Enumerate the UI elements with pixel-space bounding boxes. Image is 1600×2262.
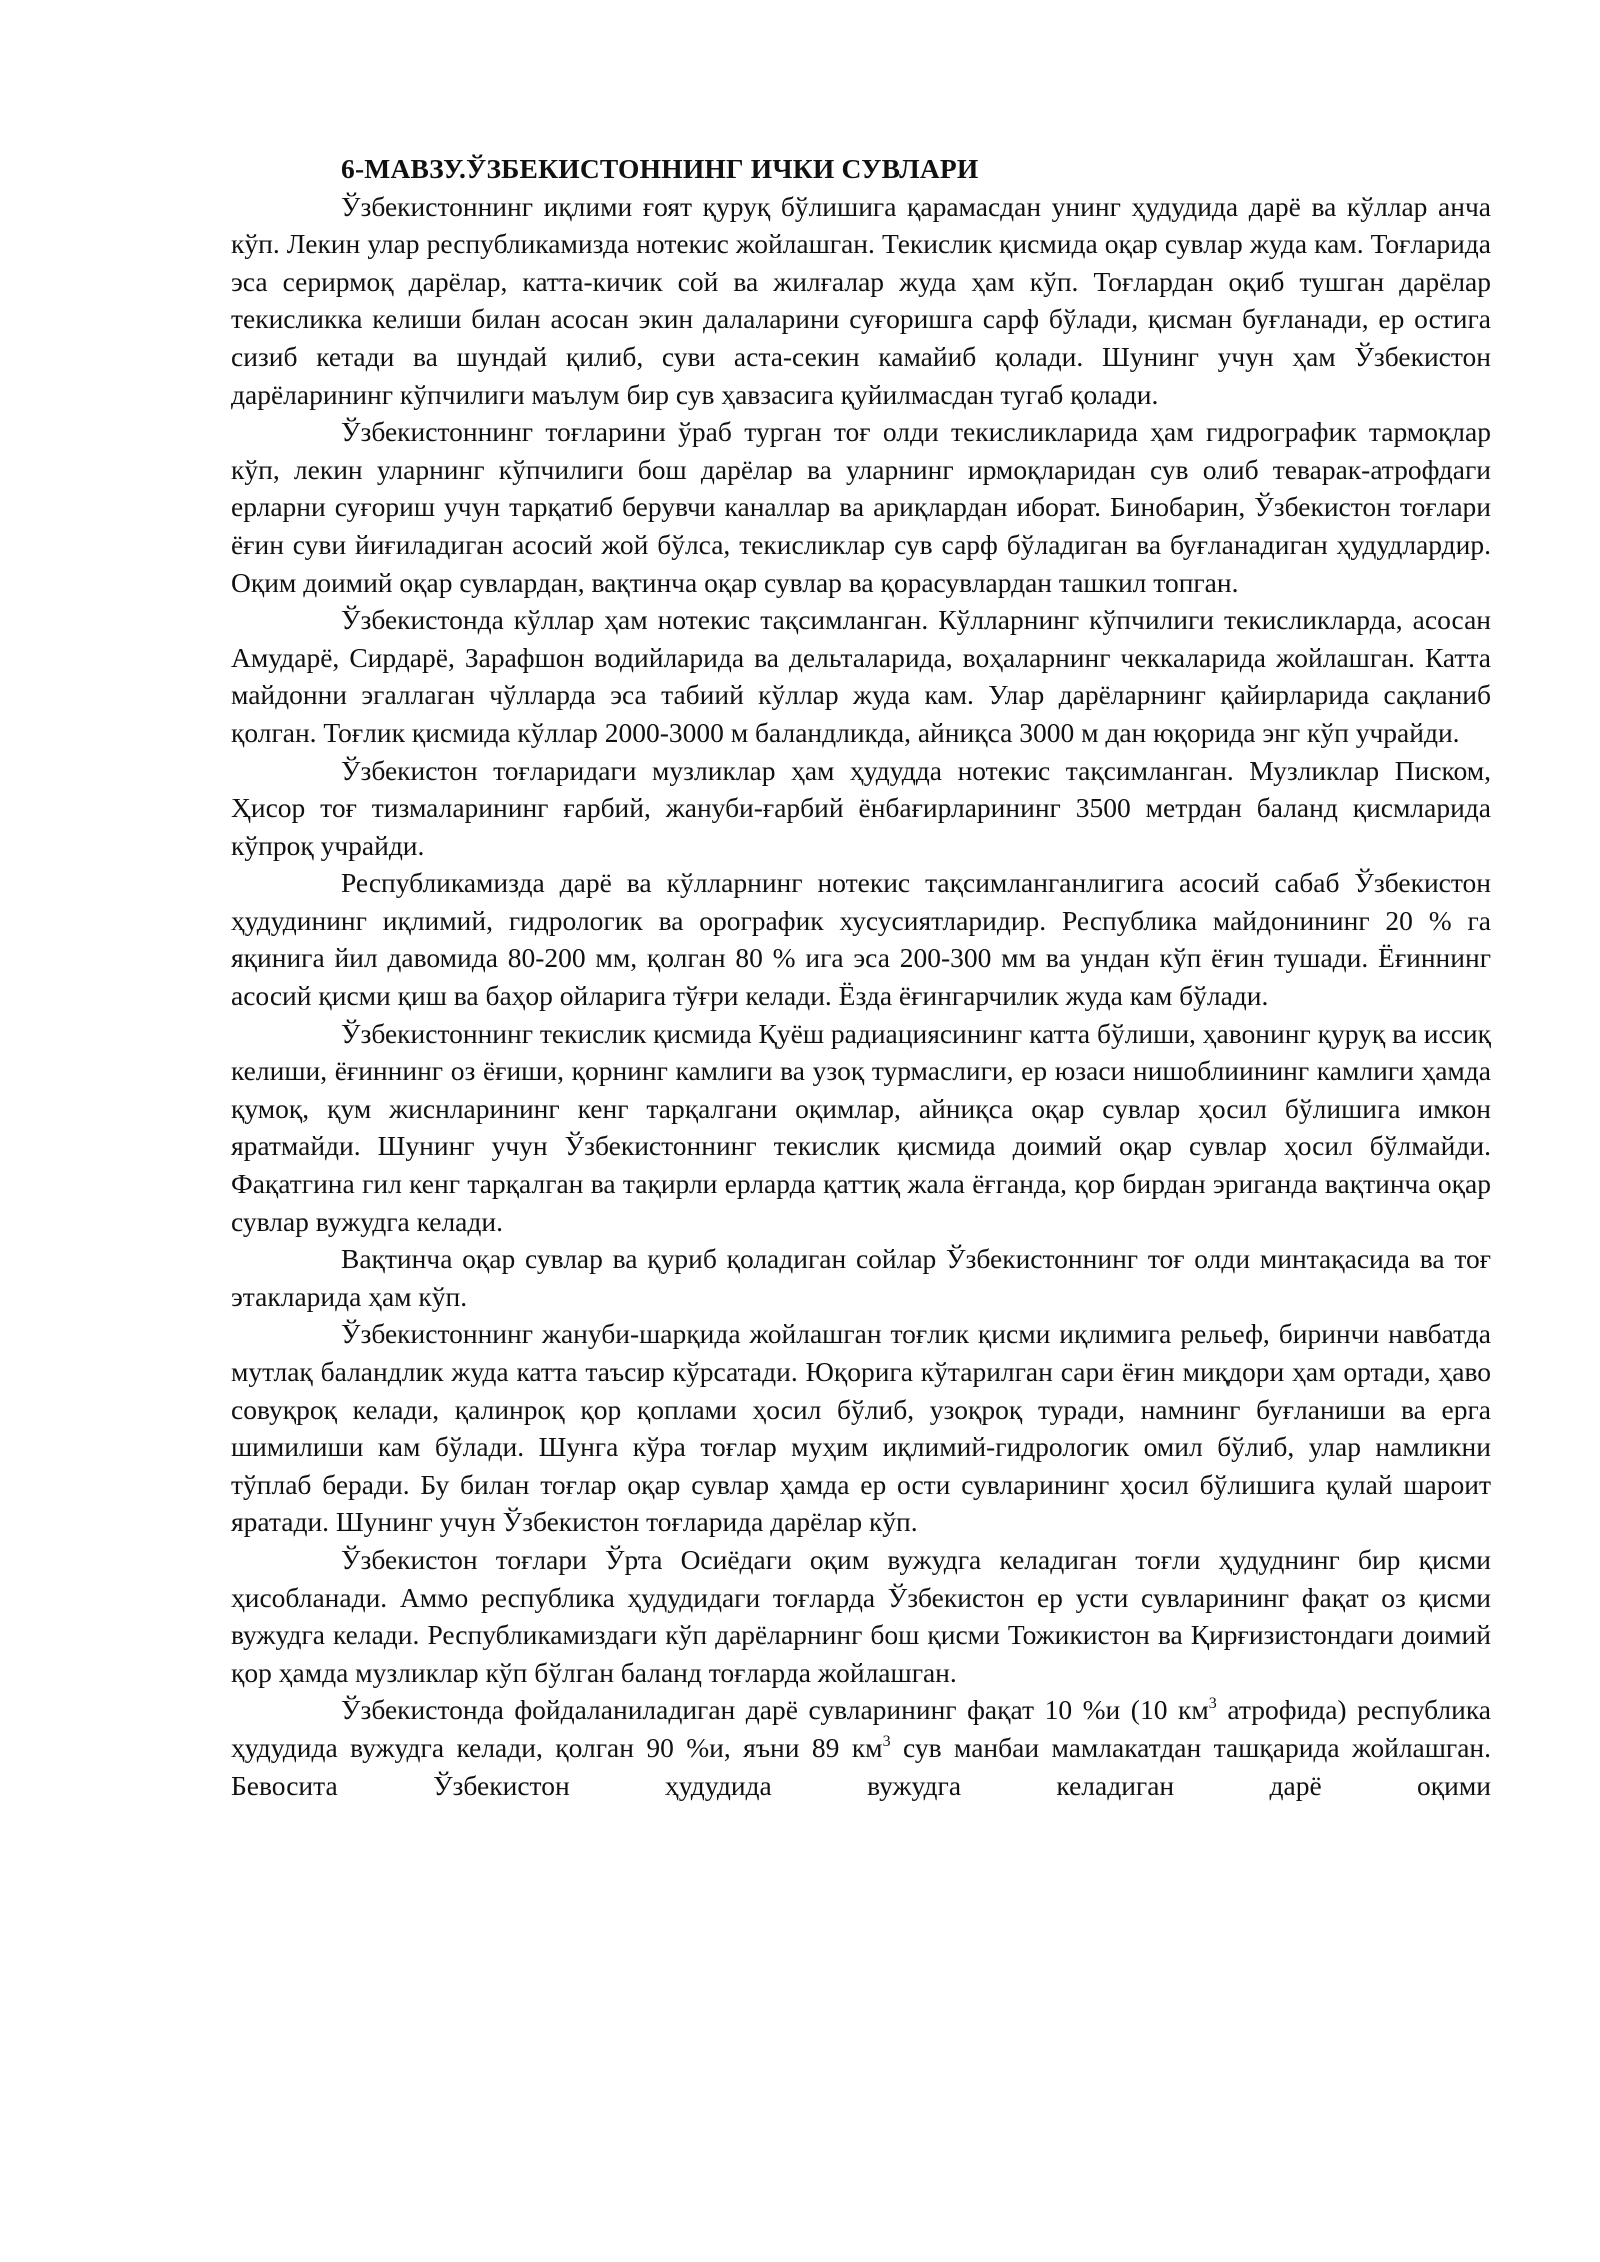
- paragraph-4: Ўзбекистон тоғларидаги музликлар ҳам ҳудудда нотекис тақсимланган. Музликлар Писком, Ҳисор тоғ тизмаларининг ғарбий, жануби-ғарбий ёнбағирларининг 3500 метрдан баланд қисмларида кўпроқ учрайди.: [231, 754, 1491, 861]
- paragraph-8: Ўзбекистоннинг жануби-шарқида жойлашган тоғлик қисми иқлимига рельеф, биринчи навбатда мутлақ баландлик жуда катта таъсир кўрсатади. Юқорига кўтарилган сари ёғин миқдори ҳам ортади, ҳаво совуқроқ келади, қалинроқ қор қоплами ҳосил бўлиб, узоқроқ туради, намнинг буғланиши ва ерга шимилиши кам бўлади. Шунга кўра тоғлар муҳим иқлимий-гидрологик омил бўлиб, улар намликни тўплаб беради. Бу билан тоғлар оқар сувлар ҳамда ер ости сувларининг ҳосил бўлишига қулай шароит яратади. Шунинг учун Ўзбекистон тоғларида дарёлар кўп.: [231, 1318, 1491, 1538]
- paragraph-9: Ўзбекистон тоғлари Ўрта Осиёдаги оқим вужудга келадиган тоғли ҳудуднинг бир қисми ҳисобланади. Аммо республика ҳудудидаги тоғларда Ўзбекистон ер усти сувларининг фақат оз қисми вужудга келади. Республикамиздаги кўп дарёларнинг бош қисми Тожикистон ва Қирғизистондаги доимий қор ҳамда музликлар кўп бўлган баланд тоғларда жойлашган.: [231, 1543, 1491, 1688]
- paragraph-6: Ўзбекистоннинг текислик қисмида Қуёш радиациясининг катта бўлиши, ҳавонинг қуруқ ва иссиқ келиши, ёғиннинг оз ёғиши, қорнинг камлиги ва узоқ турмаслиги, ер юзаси нишоблиининг камлиги ҳамда қумоқ, қум жиснларининг кенг тарқалгани оқимлар, айниқса оқар сувлар ҳосил бўлишига имкон яратмайди. Шунинг учун Ўзбекистоннинг текислик қисмида доимий оқар сувлар ҳосил бўлмайди. Фақатгина гил кенг тарқалган ва тақирли ерларда қаттиқ жала ёғганда, қор бирдан эриганда вақтинча оқар сувлар вужудга келади.: [231, 1017, 1491, 1237]
- superscript-cubed-1: 3: [1208, 1695, 1217, 1713]
- paragraph-3: Ўзбекистонда кўллар ҳам нотекис тақсимланган. Кўлларнинг кўпчилиги текисликларда, асосан Амударё, Сирдарё, Зарафшон водийларида ва дельталарида, воҳаларнинг чеккаларида жойлашган. Катта майдонни эгаллаган чўлларда эса табиий кўллар жуда кам. Улар дарёларнинг қайирларида сақланиб қолган. Тоғлик қисмида кўллар 2000-3000 м баландликда, айниқса 3000 м дан юқорида энг кўп учрайди.: [231, 604, 1491, 748]
- paragraph-10-part-2: атрофида) республика ҳудудида вужудга келади, қолган 90 %и, яъни 89 км: [231, 1694, 1491, 1763]
- paragraph-10-part-3: сув манбаи мамлакатдан ташқарида жойлашган. Бевосита Ўзбекистон ҳудудида вужудга келадиган дарё оқими: [231, 1731, 1491, 1801]
- superscript-cubed-2: 3: [882, 1732, 891, 1750]
- page-title: 6-МАВЗУ.ЎЗБЕКИСТОННИНГ ИЧКИ СУВЛАРИ: [341, 153, 979, 184]
- paragraph-2: Ўзбекистоннинг тоғларини ўраб турган тоғ олди текисликларида ҳам гидрографик тармоқлар кўп, лекин уларнинг кўпчилиги бош дарёлар ва уларнинг ирмоқларидан сув олиб теварак-атрофдаги ерларни суғориш учун тарқатиб берувчи каналлар ва ариқлардан иборат. Бинобарин, Ўзбекистон тоғлари ёғин суви йиғиладиган асосий жой бўлса, текисликлар сув сарф бўладиган ва буғланадиган ҳудудлардир. Оқим доимий оқар сувлардан, вақтинча оқар сувлар ва қорасувлардан ташкил топган.: [231, 416, 1491, 598]
- paragraph-1: Ўзбекистоннинг иқлими ғоят қуруқ бўлишига қарамасдан унинг ҳудудида дарё ва кўллар анча кўп. Лекин улар республикамизда нотекис жойлашган. Текислик қисмида оқар сувлар жуда кам. Тоғларида эса серирмоқ дарёлар, катта-кичик сой ва жилғалар жуда ҳам кўп. Тоғлардан оқиб тушган дарёлар текисликка келиши билан асосан экин далаларини суғоришга сарф бўлади, қисман буғланади, ер остига сизиб кетади ва шундай қилиб, суви аста-секин камайиб қолади. Шунинг учун ҳам Ўзбекистон дарёларининг кўпчилиги маълум бир сув ҳавзасига қуйилмасдан тугаб қолади.: [231, 190, 1491, 410]
- paragraph-10-part-1: Ўзбекистонда фойдаланиладиган дарё сувларининг фақат 10 %и (10 км: [341, 1694, 1209, 1726]
- document-page: [231, 150, 1491, 1804]
- paragraph-7: Вақтинча оқар сувлар ва қуриб қоладиган сойлар Ўзбекистоннинг тоғ олди минтақасида ва тоғ этакларида ҳам кўп.: [231, 1243, 1491, 1312]
- paragraph-5: Республикамизда дарё ва кўлларнинг нотекис тақсимланганлигига асосий сабаб Ўзбекистон ҳудудининг иқлимий, гидрологик ва орографик хусусиятларидир. Республика майдонининг 20 % га яқинига йил давомида 80-200 мм, қолган 80 % ига эса 200-300 мм ва ундан кўп ёғин тушади. Ёғиннинг асосий қисми қиш ва баҳор ойларига тўғри келади. Ёзда ёғингарчилик жуда кам бўлади.: [231, 867, 1491, 1012]
- paragraph-10: [231, 1691, 1491, 1804]
